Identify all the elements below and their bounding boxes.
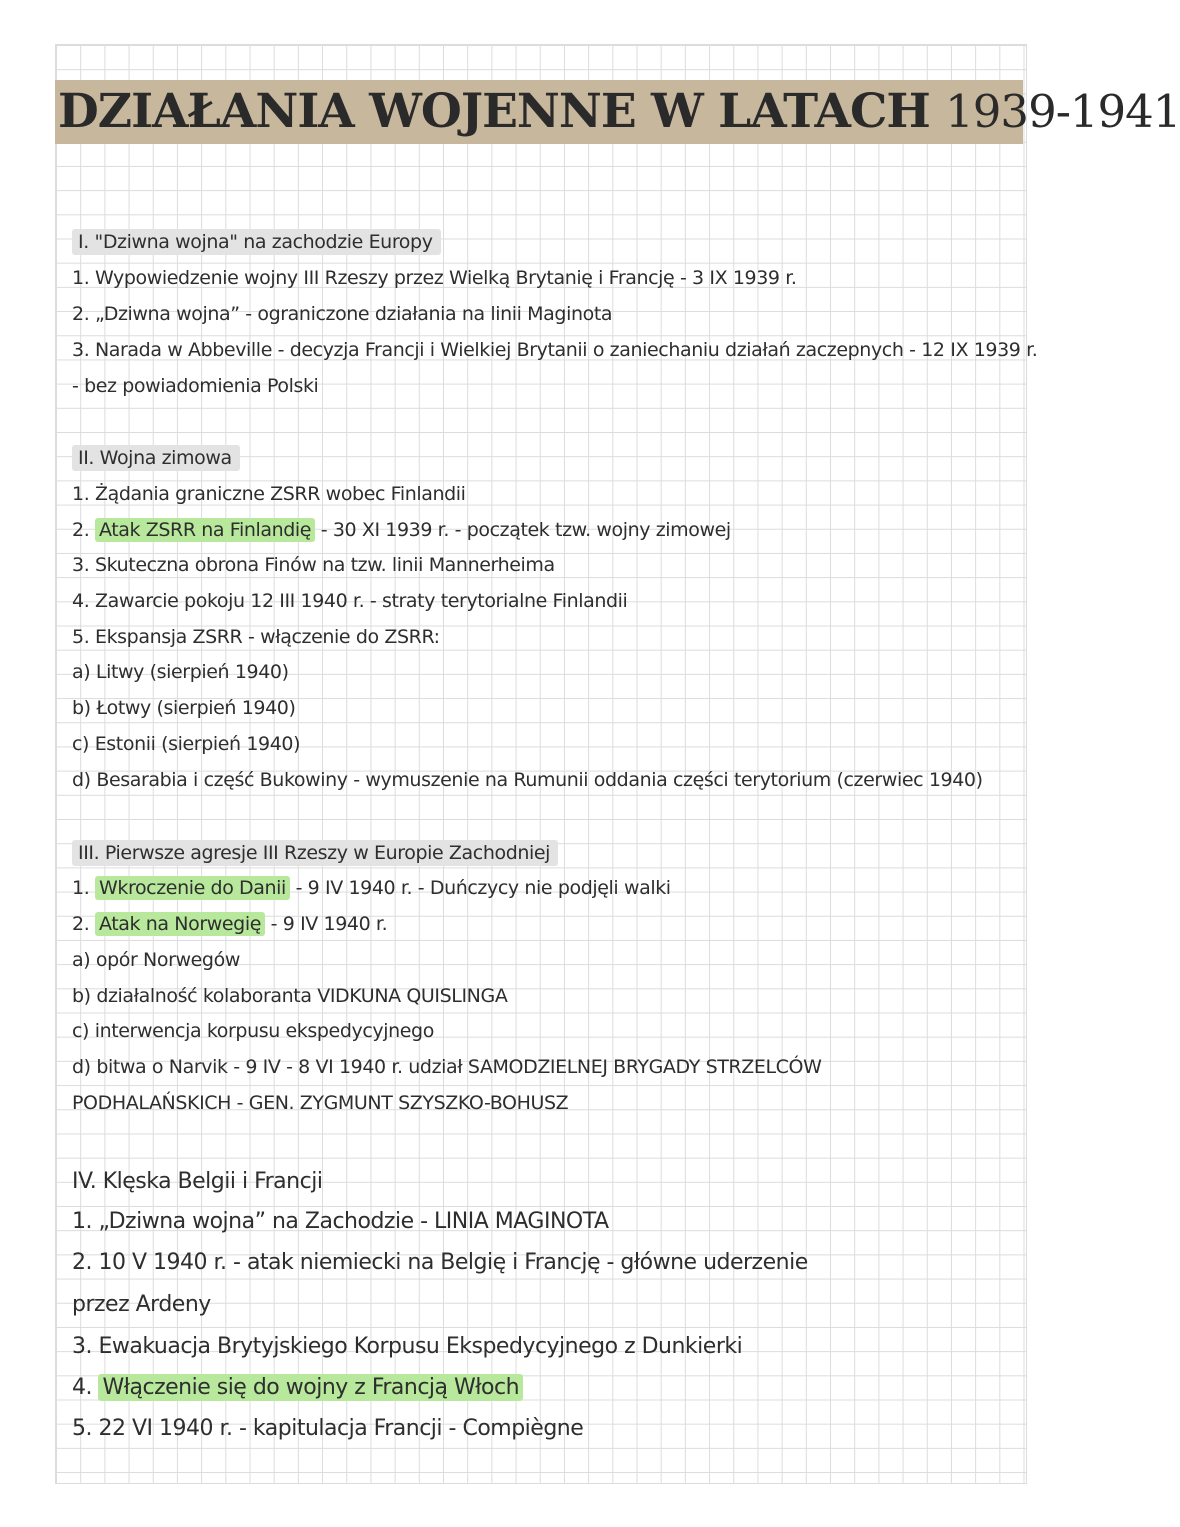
- section-4-line-2: 2. 10 V 1940 r. - atak niemiecki na Belgię i Francję - główne uderzenie: [72, 1250, 808, 1275]
- section-2-heading: II. Wojna zimowa: [72, 443, 240, 473]
- section-2-line-6: a) Litwy (sierpień 1940): [72, 661, 289, 683]
- section-4-heading: IV. Klęska Belgii i Francji: [72, 1169, 323, 1194]
- section-3-line-2: 2. Atak na Norwegię - 9 IV 1940 r.: [72, 913, 388, 935]
- section-3-line-4: b) działalność kolaboranta VIDKUNA QUISLINGA: [72, 985, 508, 1007]
- section-4-line-6: 5. 22 VI 1940 r. - kapitulacja Francji - Compiègne: [72, 1416, 584, 1441]
- section-1-line-4: - bez powiadomienia Polski: [72, 375, 319, 397]
- highlight-wlaczenie-wloch: Włączenie się do wojny z Francją Włoch: [98, 1374, 523, 1401]
- section-2-line-8: c) Estonii (sierpień 1940): [72, 733, 301, 755]
- highlight-wkroczenie-do-danii: Wkroczenie do Danii: [95, 876, 290, 900]
- section-2-line-7: b) Łotwy (sierpień 1940): [72, 697, 296, 719]
- section-2-line-2: 2. Atak ZSRR na Finlandię - 30 XI 1939 r. - początek tzw. wojny zimowej: [72, 519, 731, 541]
- section-4-line-5: 4. Włączenie się do wojny z Francją Włoch: [72, 1373, 523, 1403]
- section-4-line-3: przez Ardeny: [72, 1292, 211, 1317]
- highlight-atak-na-norwegie: Atak na Norwegię: [95, 912, 265, 936]
- page-title: [58, 78, 1180, 146]
- section-1-heading: I. "Dziwna wojna" na zachodzie Europy: [72, 227, 441, 257]
- page-title-years: 1939-1941: [945, 85, 1180, 138]
- section-3-line-5: c) interwencja korpusu ekspedycyjnego: [72, 1020, 434, 1042]
- section-1-line-1: 1. Wypowiedzenie wojny III Rzeszy przez Wielką Brytanię i Francję - 3 IX 1939 r.: [72, 267, 797, 289]
- section-1-line-2: 2. „Dziwna wojna” - ograniczone działania na linii Maginota: [72, 303, 613, 325]
- section-2-line-4: 4. Zawarcie pokoju 12 III 1940 r. - straty terytorialne Finlandii: [72, 590, 628, 612]
- section-3-heading: III. Pierwsze agresje III Rzeszy w Europie Zachodniej: [72, 838, 558, 868]
- section-3-line-7: PODHALAŃSKICH - GEN. ZYGMUNT SZYSZKO-BOHUSZ: [72, 1092, 569, 1114]
- section-4-line-1: 1. „Dziwna wojna” na Zachodzie - LINIA MAGINOTA: [72, 1209, 609, 1234]
- highlight-atak-zsrr: Atak ZSRR na Finlandię: [95, 518, 315, 542]
- section-2-line-5: 5. Ekspansja ZSRR - włączenie do ZSRR:: [72, 626, 440, 648]
- page-title-text: DZIAŁANIA WOJENNE W LATACH: [58, 84, 946, 139]
- section-2-line-1: 1. Żądania graniczne ZSRR wobec Finlandii: [72, 483, 466, 505]
- section-1-line-3: 3. Narada w Abbeville - decyzja Francji i Wielkiej Brytanii o zaniechaniu działań zaczepnych - 12 IX 1939 r.: [72, 339, 1038, 361]
- section-3-line-3: a) opór Norwegów: [72, 949, 240, 971]
- section-2-line-9: d) Besarabia i część Bukowiny - wymuszenie na Rumunii oddania części terytorium (czerwiec 1940): [72, 769, 983, 791]
- section-4-line-4: 3. Ewakuacja Brytyjskiego Korpusu Ekspedycyjnego z Dunkierki: [72, 1334, 743, 1359]
- section-3-line-6: d) bitwa o Narvik - 9 IV - 8 VI 1940 r. udział SAMODZIELNEJ BRYGADY STRZELCÓW: [72, 1056, 822, 1078]
- section-3-line-1: 1. Wkroczenie do Danii - 9 IV 1940 r. - Duńczycy nie podjęli walki: [72, 877, 671, 899]
- section-2-line-3: 3. Skuteczna obrona Finów na tzw. linii Mannerheima: [72, 554, 555, 576]
